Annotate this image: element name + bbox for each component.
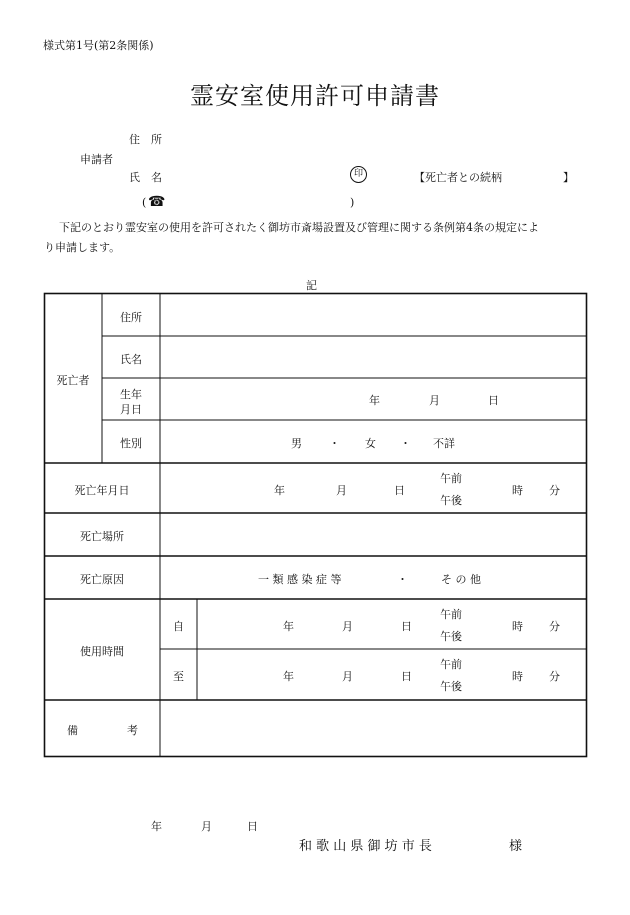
death-date-year: 年 bbox=[274, 484, 285, 497]
relation-label: 【死亡者との続柄 bbox=[414, 171, 502, 184]
deceased-dob-label-line1: 生年 bbox=[120, 388, 142, 401]
cause-infectious: 一 類 感 染 症 等 bbox=[258, 573, 342, 586]
form-number: 様式第1号(第2条関係) bbox=[43, 39, 154, 52]
usage-time-label: 使用時間 bbox=[80, 645, 124, 658]
remarks-label-part2: 考 bbox=[127, 724, 138, 737]
footer-day: 日 bbox=[247, 820, 258, 833]
body-text-line1: 下記のとおり霊安室の使用を許可されたく御坊市斎場設置及び管理に関する条例第4条の規定によ bbox=[59, 221, 539, 234]
death-place-label: 死亡場所 bbox=[80, 530, 124, 543]
usage-from-am: 午前 bbox=[440, 608, 462, 621]
sex-dot-2: ・ bbox=[400, 437, 411, 450]
cause-dot: ・ bbox=[397, 573, 408, 586]
phone-close-paren: ) bbox=[350, 196, 355, 209]
death-date-month: 月 bbox=[336, 484, 347, 497]
death-date-pm: 午後 bbox=[440, 494, 462, 507]
applicant-label: 申請者 bbox=[80, 153, 113, 166]
usage-to-hour: 時 bbox=[512, 670, 523, 683]
usage-to-day: 日 bbox=[401, 670, 412, 683]
cause-other: そ の 他 bbox=[441, 573, 481, 586]
footer-month: 月 bbox=[201, 820, 212, 833]
applicant-name-label: 氏 名 bbox=[129, 171, 162, 184]
usage-from-hour: 時 bbox=[512, 620, 523, 633]
usage-from-pm: 午後 bbox=[440, 630, 462, 643]
usage-to-minute: 分 bbox=[549, 670, 560, 683]
deceased-name-label: 氏名 bbox=[120, 353, 142, 366]
relation-close-bracket: 】 bbox=[563, 171, 574, 184]
sex-dot-1: ・ bbox=[329, 437, 340, 450]
death-date-label: 死亡年月日 bbox=[74, 484, 130, 497]
applicant-address-label: 住 所 bbox=[129, 133, 162, 146]
deceased-sex-label: 性別 bbox=[120, 437, 142, 450]
death-cause-label: 死亡原因 bbox=[80, 573, 124, 586]
dob-day: 日 bbox=[488, 394, 499, 407]
addressee-honorific: 様 bbox=[509, 839, 523, 854]
usage-to-month: 月 bbox=[342, 670, 353, 683]
deceased-dob-label-line2: 月日 bbox=[120, 403, 142, 416]
footer-year: 年 bbox=[151, 820, 162, 833]
addressee: 和 歌 山 県 御 坊 市 長 bbox=[299, 839, 432, 854]
usage-to-pm: 午後 bbox=[440, 680, 462, 693]
usage-to-label: 至 bbox=[173, 670, 184, 683]
ki-label: 記 bbox=[306, 279, 317, 292]
sex-female: 女 bbox=[365, 437, 376, 450]
phone-open-paren: ( bbox=[142, 196, 147, 209]
sex-unknown: 不詳 bbox=[433, 437, 455, 450]
phone-icon: ☎ bbox=[148, 194, 166, 210]
usage-from-year: 年 bbox=[283, 620, 294, 633]
seal-mark: 印 bbox=[350, 166, 367, 183]
death-date-minute: 分 bbox=[549, 484, 560, 497]
usage-from-month: 月 bbox=[342, 620, 353, 633]
death-date-hour: 時 bbox=[512, 484, 523, 497]
deceased-label: 死亡者 bbox=[56, 374, 90, 387]
usage-to-year: 年 bbox=[283, 670, 294, 683]
page-title: 霊安室使用許可申請書 bbox=[190, 82, 440, 110]
sex-male: 男 bbox=[291, 437, 302, 450]
usage-from-minute: 分 bbox=[549, 620, 560, 633]
remarks-label-part1: 備 bbox=[67, 724, 78, 737]
usage-to-am: 午前 bbox=[440, 658, 462, 671]
usage-from-day: 日 bbox=[401, 620, 412, 633]
deceased-address-label: 住所 bbox=[120, 311, 142, 324]
body-text-line2: り申請します。 bbox=[44, 241, 121, 254]
death-date-am: 午前 bbox=[440, 472, 462, 485]
dob-year: 年 bbox=[369, 394, 380, 407]
usage-from-label: 自 bbox=[173, 620, 184, 633]
dob-month: 月 bbox=[429, 394, 440, 407]
death-date-day: 日 bbox=[394, 484, 405, 497]
